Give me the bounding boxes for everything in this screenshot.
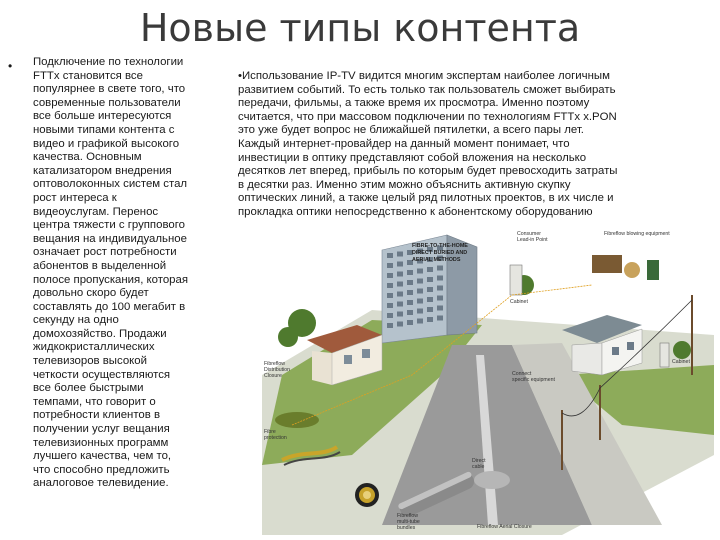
building-window: [397, 322, 403, 327]
building-window: [437, 286, 443, 291]
label-distribution-2: Distribution: [264, 367, 290, 373]
blowing-equipment: [592, 255, 659, 280]
building-window: [407, 310, 413, 315]
building-window: [437, 266, 443, 271]
label-multitube-2: multi-tube: [397, 519, 420, 525]
building-window: [417, 299, 423, 304]
building-window: [387, 253, 393, 258]
label-fibreflow-blowing: Fibreflow blowing equipment: [604, 231, 670, 237]
label-cabinet-left: Cabinet: [510, 299, 528, 305]
diagram-heading-3: AERIAL METHODS: [412, 257, 461, 263]
building-window: [397, 292, 403, 297]
label-connect: Connect: [512, 371, 532, 377]
building-window: [427, 287, 433, 292]
label-fibre-protection-2: protection: [264, 435, 287, 441]
right-paragraph: •Использование IP-TV видится многим экспертам наиболее логичным развитием событий. То есть только так пользователь сможет выбирать передачи, фильмы, а также время их просмотра. Именно поэтому считается, что при массовом подключении по технологиям FTTx x.PON это уже будет вопрос не ближайшей пятилетки, а всего пары лет. Каждый интернет-провайдер на данный момент понимает, что инвестиции в оптику представляют собой вложения на несколько десятков лет вперед, прибыль по которым будет превосходить затраты в десятки раз. Именно этим можно объяснить активную скупку оптических линий, а также целый ряд пилотных проектов, в их числе и прокладка оптики непосредственно к абонентскому оборудованию: [238, 70, 618, 218]
building-window: [387, 303, 393, 308]
building-window: [407, 320, 413, 325]
building-window: [387, 293, 393, 298]
building-window: [397, 302, 403, 307]
building-window: [397, 312, 403, 317]
building-window: [407, 290, 413, 295]
building-window: [407, 270, 413, 275]
building-window: [427, 317, 433, 322]
label-connect-2: specific equipment: [512, 377, 555, 383]
label-multitube: Fibreflow: [397, 513, 419, 519]
building-window: [387, 323, 393, 328]
building-window: [437, 296, 443, 301]
building-window: [387, 313, 393, 318]
label-cabinet-right: Cabinet: [672, 359, 690, 365]
label-consumer-2: Lead-in Point: [517, 237, 548, 243]
right-house: [562, 315, 642, 375]
building-window: [427, 297, 433, 302]
cabinet-left: [510, 265, 522, 295]
diagram-heading-2: DIRECT BURIED AND: [412, 250, 468, 256]
building-window: [427, 267, 433, 272]
slide-title: Новые типы контента: [139, 6, 581, 50]
building-window: [417, 319, 423, 324]
label-fibre-protection: Fibre: [264, 429, 276, 435]
label-distribution: Fibreflow: [264, 361, 286, 367]
building-window: [387, 273, 393, 278]
building-window: [437, 306, 443, 311]
ftth-illustration: [262, 225, 714, 535]
building-window: [417, 289, 423, 294]
building-window: [417, 269, 423, 274]
label-distribution-3: Closure: [264, 373, 282, 379]
building-window: [387, 283, 393, 288]
label-aerial-closure: Fibreflow Aerial Closure: [477, 524, 532, 530]
building-window: [417, 279, 423, 284]
building-window: [407, 280, 413, 285]
building-window: [397, 282, 403, 287]
label-multitube-3: bundles: [397, 525, 416, 531]
building-window: [387, 263, 393, 268]
building-window: [397, 262, 403, 267]
label-consumer: Consumer: [517, 231, 541, 237]
building-window: [407, 300, 413, 305]
bullet-marker: •: [8, 59, 13, 73]
label-direct-cable: Direct: [472, 458, 486, 464]
diagram-heading-1: FIBRE-TO-THE-HOME: [412, 243, 468, 249]
building-window: [397, 252, 403, 257]
building-window: [437, 276, 443, 281]
building-window: [417, 309, 423, 314]
building-window: [427, 277, 433, 282]
label-direct-cable-2: cable: [472, 464, 485, 470]
building-window: [437, 316, 443, 321]
left-paragraph: Подключение по технологии FTTx становится все популярнее в свете того, что современные пользователи все больше интересуются новыми типами контента с видео и графикой высокого качества. Основным катализатором внедрения оптоволоконных систем стал рост интереса к видеоуслугам. Перенос центра тяжести с группового вещания на индивидуальное означает рост потребности абонентов в выделенной полосе пропускания, которая довольно скоро будет составлять до 100 мегабит в секунду на одно домохозяйство. Продажи жидкокристаллических телевизоров высокой четкости осуществляются все более быстрыми темпами, что говорит о потребности клиентов в получении услуг вещания телевизионных программ лучшего качества, чем то, что способно предложить аналоговое телевидение.: [33, 56, 189, 490]
building-window: [427, 307, 433, 312]
cabinet-right: [660, 343, 669, 367]
building-window: [397, 272, 403, 277]
